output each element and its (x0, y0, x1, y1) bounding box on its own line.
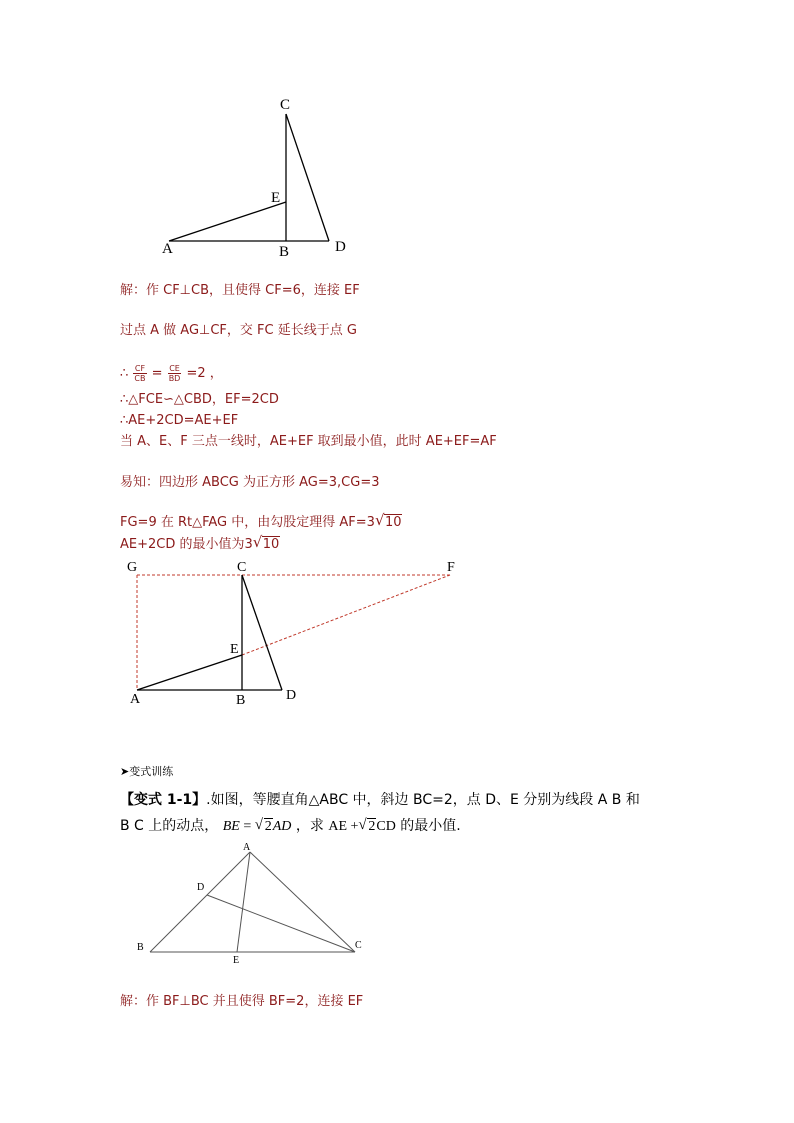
label-A: A (130, 692, 141, 707)
expression-a: AE + (328, 819, 359, 834)
sqrt-10: √ 10 (252, 533, 280, 552)
dashed-EF (242, 575, 450, 655)
segment-AE (169, 202, 286, 241)
label-A: A (243, 842, 251, 853)
fraction-denominator: BD (168, 374, 181, 383)
label-D: D (335, 239, 346, 255)
solution1-line3 (120, 364, 223, 384)
fraction-numerator: CE (169, 364, 180, 373)
label-E: E (233, 955, 240, 966)
fraction-cf-cb (133, 364, 146, 383)
problem-text-1: .如图，等腰直角△ABC 中，斜边 BC=2，点 D、E 分别为线段 A B 和 (206, 792, 640, 808)
fraction-numerator: CF (134, 364, 146, 373)
label-C: C (237, 560, 247, 575)
label-F: F (447, 560, 455, 575)
label-C: C (280, 97, 291, 113)
radicand: 10 (262, 537, 280, 552)
solution1-line2: 过点 A 做 AG⊥CF，交 FC 延长线于点 G (120, 323, 357, 338)
radicand: 2 (264, 819, 272, 834)
segment-DC (207, 895, 355, 952)
solution1-line4: ∴△FCE∽△CBD，EF=2CD (120, 392, 279, 407)
segment-AE (237, 852, 250, 952)
variant-problem-line2 (120, 816, 461, 837)
label-E: E (230, 642, 239, 657)
solution1-line8 (120, 511, 402, 531)
solution1-line5: ∴AE+2CD=AE+EF (120, 413, 239, 428)
solution2-line1: 解：作 BF⊥BC 并且使得 BF=2，连接 EF (120, 994, 364, 1009)
condition-rhs: AD (272, 819, 292, 834)
label-A: A (162, 241, 173, 257)
label-B: B (137, 942, 144, 953)
segment-CD (242, 575, 282, 690)
label-C: C (355, 940, 362, 951)
equals-sign: = (151, 366, 163, 381)
solution1-line1: 解：作 CF⊥CB，且使得 CF=6，连接 EF (120, 283, 360, 298)
fraction-ce-bd (168, 364, 182, 383)
figure-1-triangle-diagram (150, 90, 370, 265)
label-B: B (236, 693, 246, 708)
fraction-denominator: CB (134, 374, 146, 383)
segment-CD (286, 114, 329, 241)
segment-AE (137, 655, 242, 690)
condition-lhs: BE (222, 819, 240, 834)
sqrt-10: √ 10 (374, 511, 402, 530)
problem-text-2b: ，求 (295, 818, 324, 834)
solution1-line6: 当 A、E、F 三点一线时，AE+EF 取到最小值，此时 AE+EF=AF (120, 434, 497, 449)
ratio-tail: =2 ， (186, 366, 223, 381)
label-B: B (279, 244, 290, 260)
variant-problem-line1 (120, 792, 640, 808)
label-G: G (127, 560, 138, 575)
figure-2-square-diagram (120, 555, 480, 710)
section-heading: ➤变式训练 (120, 765, 174, 778)
segment-AC (250, 852, 355, 952)
label-E: E (271, 190, 281, 206)
radicand: 2 (368, 819, 376, 834)
line8-text: FG=9 在 Rt△FAG 中，由勾股定理得 AF=3 (120, 515, 375, 530)
expression-b: CD (376, 819, 396, 834)
problem-text-2a: B C 上的动点， (120, 818, 219, 834)
condition-eq: = (239, 819, 255, 834)
radicand: 10 (384, 515, 402, 530)
solution1-line7: 易知：四边形 ABCG 为正方形 AG=3,CG=3 (120, 475, 380, 490)
sqrt-2: √ 2 (358, 817, 376, 834)
problem-text-2c: 的最小值. (400, 818, 461, 834)
solution1-line9 (120, 533, 280, 553)
label-D: D (286, 688, 297, 703)
figure-3-isosceles-triangle (130, 838, 380, 968)
line9-text: AE+2CD 的最小值为3 (120, 537, 253, 552)
sqrt-2: √ 2 (254, 817, 272, 834)
therefore-symbol: ∴ (120, 366, 129, 381)
variant-bracket-title: 【变式 1-1】 (120, 792, 207, 808)
label-D: D (197, 882, 205, 893)
segment-AB (150, 852, 250, 952)
